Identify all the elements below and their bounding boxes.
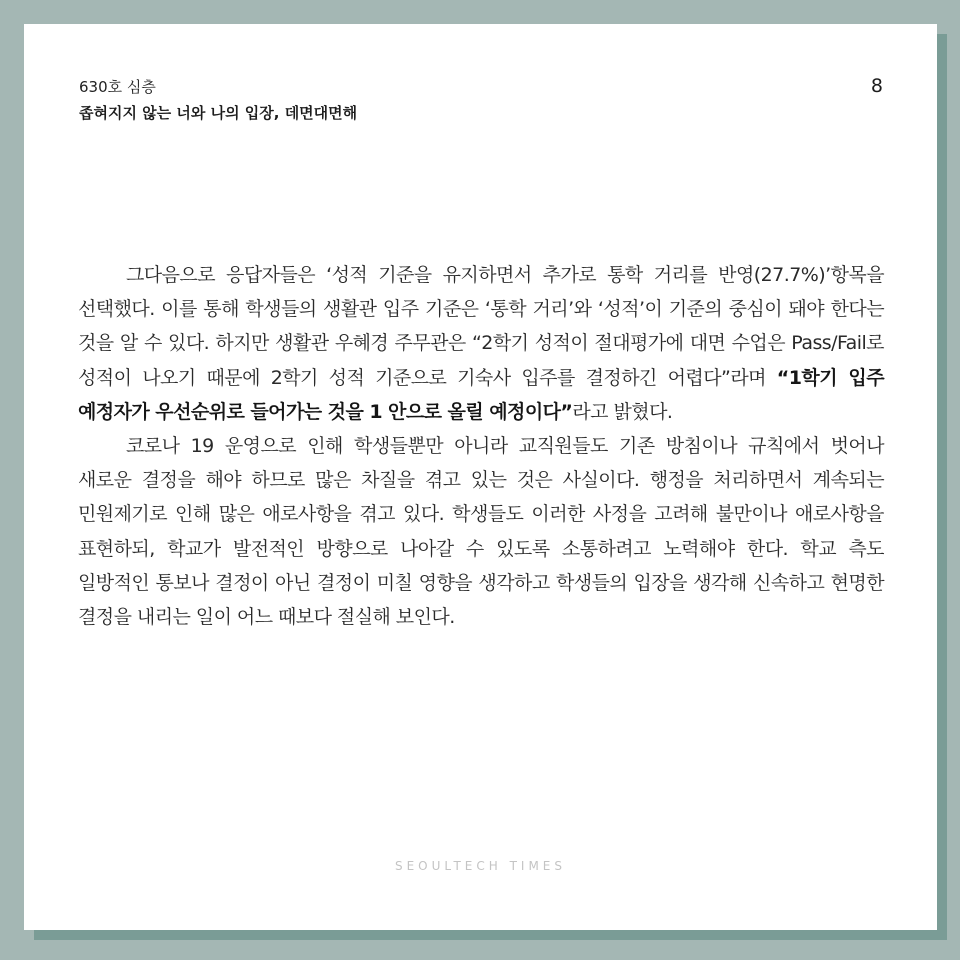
paragraph-1 [78,258,884,429]
article-headline: 좁혀지지 않는 너와 나의 입장, 데면대면해 [79,104,358,122]
page-number: 8 [870,75,883,97]
article-body [78,258,884,634]
paragraph-1-quote: “1학기 입주 예정자가 우선순위로 들어가는 것을 1 안으로 올릴 예정이다” [78,366,885,423]
paragraph-1-ending: 라고 밝혔다. [572,400,673,423]
footer-brand: SEOULTECH TIMES [394,859,566,873]
page-card [24,24,937,930]
paragraph-1-text: 그다음으로 응답자들은 ‘성적 기준을 유지하면서 추가로 통학 거리를 반영(27.7%)’항목을 선택했다. 이를 통해 학생들의 생활관 입주 기준은 ‘통학 거리’와 ‘성적’이 기준의 중심이 돼야 한다는 것을 알 수 있다. 하지만 생활관 우혜경 주무관은 “2학기 성적이 절대평가에 대면 수업은 Pass/Fail로 성적이 나오기 때문에 2학기 성적 기준으로 기숙사 입주를 결정하긴 어렵다”라며 [78,264,884,389]
issue-label: 630호 심층 [79,78,156,96]
paragraph-2: 코로나 19 운영으로 인해 학생들뿐만 아니라 교직원들도 기존 방침이나 규칙에서 벗어나 새로운 결정을 해야 하므로 많은 차질을 겪고 있는 것은 사실이다. 행정을 처리하면서 계속되는 민원제기로 인해 많은 애로사항을 겪고 있다. 학생들도 이러한 사정을 고려해 불만이나 애로사항을 표현하되, 학교가 발전적인 방향으로 나아갈 수 있도록 소통하려고 노력해야 한다. 학교 측도 일방적인 통보나 결정이 아닌 결정이 미칠 영향을 생각하고 학생들의 입장을 생각해 신속하고 현명한 결정을 내리는 일이 어느 때보다 절실해 보인다. [78,435,884,629]
